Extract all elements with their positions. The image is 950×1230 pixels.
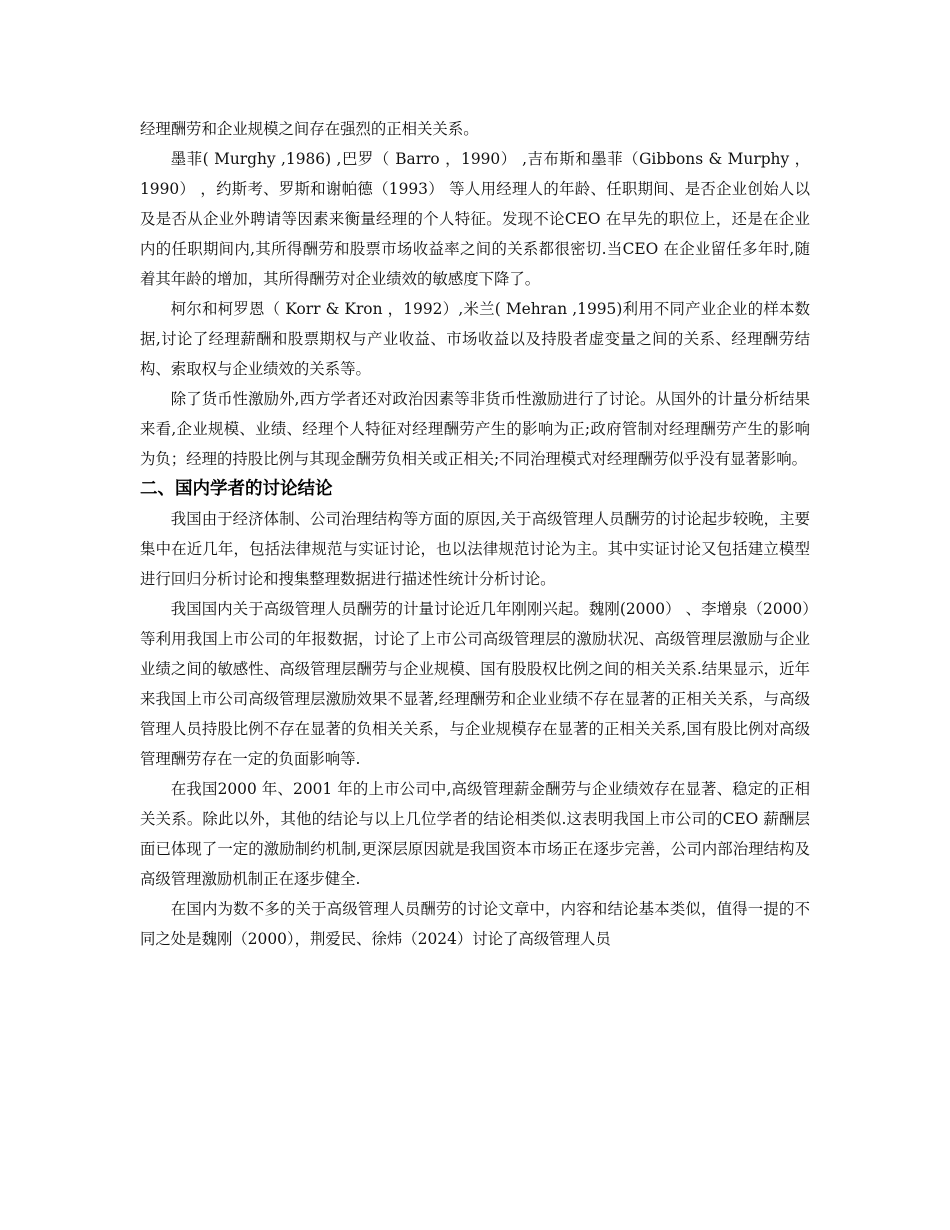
paragraph-nonmonetary-incentives: 除了货币性激励外,西方学者还对政治因素等非货币性激励进行了讨论。从国外的计量分析结果来看,企业规模、业绩、经理个人特征对经理酬劳产生的影响为正;政府管制对经理酬劳产生的影响为负；经理的持股比例与其现金酬劳负相关或正相关;不同治理模式对经理酬劳似乎没有显著影响。 [140, 390, 810, 468]
paragraph-continuation: 经理酬劳和企业规模之间存在强烈的正相关关系。 [140, 120, 479, 138]
section-heading: 二、国内学者的讨论结论 [140, 479, 333, 499]
paragraph-murphy-barro: 墨菲( Murghy ,1986) ,巴罗（ Barro ，1990） ,吉布斯和墨菲（Gibbons & Murphy ，1990） ，约斯考、罗斯和谢帕德（1993） 等人用经理人的年龄、任职期间、是否企业创始人以及是否从企业外聘请等因素来衡量经理的个人特征。发现不论CEO 在早先的职位上，还是在企业内的任职期间内,其所得酬劳和股票市场收益率之间的关系都很密切.当CEO 在企业留任多年时,随着其年龄的增加，其所得酬劳对企业绩效的敏感度下降了。 [140, 150, 810, 288]
paragraph-korr-mehran: 柯尔和柯罗恩（ Korr & Kron ，1992）,米兰( Mehran ,1995)利用不同产业企业的样本数据,讨论了经理薪酬和股票期权与产业收益、市场收益以及持股者虚变量之间的关系、经理酬劳结构、索取权与企业绩效的关系等。 [140, 300, 810, 378]
paragraph-domestic-background: 我国由于经济体制、公司治理结构等方面的原因,关于高级管理人员酬劳的讨论起步较晚，主要集中在近几年，包括法律规范与实证讨论，也以法律规范讨论为主。其中实证讨论又包括建立模型进行回归分析讨论和搜集整理数据进行描述性统计分析讨论。 [140, 510, 810, 588]
paragraph-domestic-empirical: 我国国内关于高级管理人员酬劳的计量讨论近几年刚刚兴起。魏刚(2000） 、李增泉（2000）等利用我国上市公司的年报数据，讨论了上市公司高级管理层的激励状况、高级管理层激励与企业业绩之间的敏感性、高级管理层酬劳与企业规模、国有股股权比例之间的相关关系.结果显示，近年来我国上市公司高级管理层激励效果不显著,经理酬劳和企业业绩不存在显著的正相关关系，与高级管理人员持股比例不存在显著的负相关关系，与企业规模存在显著的正相关关系,国有股比例对高级管理酬劳存在一定的负面影响等. [140, 600, 810, 768]
paragraph-2000-2001-findings: 在我国2000 年、2001 年的上市公司中,高级管理薪金酬劳与企业绩效存在显著、稳定的正相关关系。除此以外，其他的结论与以上几位学者的结论相类似.这表明我国上市公司的CEO 薪酬层面已体现了一定的激励制约机制,更深层原因就是我国资本市场正在逐步完善，公司内部治理结构及高级管理激励机制正在逐步健全. [140, 780, 810, 888]
document-page [140, 114, 810, 954]
paragraph-differences: 在国内为数不多的关于高级管理人员酬劳的讨论文章中，内容和结论基本类似，值得一提的不同之处是魏刚（2000），荆爱民、徐炜（2024）讨论了高级管理人员 [140, 900, 810, 948]
